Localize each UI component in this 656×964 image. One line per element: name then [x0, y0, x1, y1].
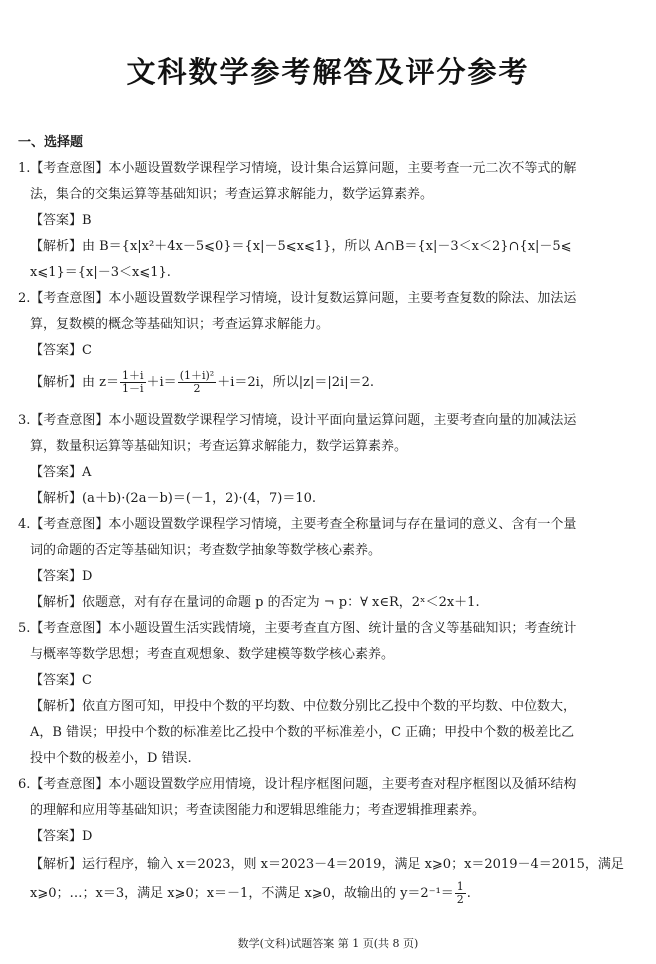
q1-intent-line-1: 1.【考查意图】本小题设置数学课程学习情境，设计集合运算问题，主要考查一元二次不等式的解 [18, 161, 577, 176]
q6-intent-line-2: 的理解和应用等基础知识；考查读图能力和逻辑思维能力；考查逻辑推理素养。 [30, 803, 486, 818]
q2-intent-line-2: 算，复数模的概念等基础知识；考查运算求解能力。 [30, 317, 330, 332]
q2-intent-line-1: 2.【考查意图】本小题设置数学课程学习情境，设计复数运算问题，主要考查复数的除法、加法运 [18, 291, 577, 306]
q6-solution-line-1: 【解析】运行程序，输入 x＝2023，则 x＝2023－4＝2019，满足 x⩾0；x＝2019－4＝2015，满足 [30, 857, 624, 872]
page-title: 文科数学参考解答及评分参考 [126, 55, 530, 89]
q6-fraction-denominator: 2 [456, 893, 464, 906]
q1-intent-line-2: 法，集合的交集运算等基础知识；考查运算求解能力，数学运算素养。 [30, 187, 434, 202]
q1-answer: 【答案】B [30, 213, 92, 228]
section-heading: 一、选择题 [18, 135, 84, 150]
q2-fraction-1-denominator: 1－i [121, 382, 144, 395]
q4-intent-line-2: 词的命题的否定等基础知识；考查数学抽象等数学核心素养。 [30, 543, 382, 558]
q2-solution [30, 370, 644, 396]
q2-solution-text-1: 【解析】由 z＝ [30, 375, 119, 390]
q5-solution-line-1: 【解析】依直方图可知，甲投中个数的平均数、中位数分别比乙投中个数的平均数、中位数大， [30, 699, 577, 714]
q5-solution-line-2: A，B 错误；甲投中个数的标准差比乙投中个数的平标准差小，C 正确；甲投中个数的极差比乙 [30, 725, 575, 740]
q3-intent-line-2: 算，数量积运算等基础知识；考查运算求解能力，数学运算素养。 [30, 439, 408, 454]
q6-answer: 【答案】D [30, 829, 93, 844]
q6-intent-line-1: 6.【考查意图】本小题设置数学应用情境，设计程序框图问题，主要考查对程序框图以及循环结构 [18, 777, 577, 792]
q4-solution: 【解析】依题意，对有存在量词的命题 p 的否定为 ¬ p：∀ x∈R，2ˣ＜2x＋1. [30, 595, 480, 610]
q5-answer: 【答案】C [30, 673, 92, 688]
q2-solution-text-2: ＋i＝ [146, 375, 177, 390]
q6-fraction-numerator: 1 [456, 880, 464, 893]
q2-fraction-2 [178, 370, 217, 395]
q5-intent-line-2: 与概率等数学思想；考查直观想象、数学建模等数学核心素养。 [30, 647, 395, 662]
q5-intent-line-1: 5.【考查意图】本小题设置生活实践情境，主要考查直方图、统计量的含义等基础知识；考查统计 [18, 621, 577, 636]
q3-solution: 【解析】(a＋b)·(2a－b)＝(－1，2)·(4，7)＝10. [30, 491, 317, 506]
q6-solution-text-1: x⩾0；…；x＝3，满足 x⩾0；x＝－1，不满足 x⩾0，故输出的 y＝2⁻¹＝ [30, 886, 454, 901]
q2-fraction-2-numerator: (1＋i)² [179, 369, 215, 382]
q1-solution-line-2: x⩽1}＝{x|－3＜x⩽1}. [30, 265, 171, 280]
q2-fraction-1 [120, 370, 146, 395]
q2-answer: 【答案】C [30, 343, 92, 358]
q5-solution-line-3: 投中个数的极差小，D 错误. [30, 751, 192, 766]
page-footer: 数学(文科)试题答案 第 1 页(共 8 页) [237, 937, 419, 950]
q3-intent-line-1: 3.【考查意图】本小题设置数学课程学习情境，设计平面向量运算问题，主要考查向量的加减法运 [18, 413, 577, 428]
q6-fraction [455, 881, 466, 906]
q3-answer: 【答案】A [30, 465, 92, 480]
q2-solution-text-3: ＋i＝2i，所以|z|＝|2i|＝2. [217, 375, 374, 390]
q4-answer: 【答案】D [30, 569, 93, 584]
q2-fraction-2-denominator: 2 [193, 382, 201, 395]
q2-fraction-1-numerator: 1＋i [121, 369, 144, 382]
q6-solution-text-2: . [466, 886, 471, 901]
q6-solution-line-2 [30, 880, 644, 908]
q4-intent-line-1: 4.【考查意图】本小题设置数学课程学习情境，主要考查全称量词与存在量词的意义、含有一个量 [18, 517, 577, 532]
q1-solution-line-1: 【解析】由 B＝{x|x²＋4x－5⩽0}＝{x|－5⩽x⩽1}，所以 A∩B＝{x|－3＜x＜2}∩{x|－5⩽ [30, 239, 572, 254]
